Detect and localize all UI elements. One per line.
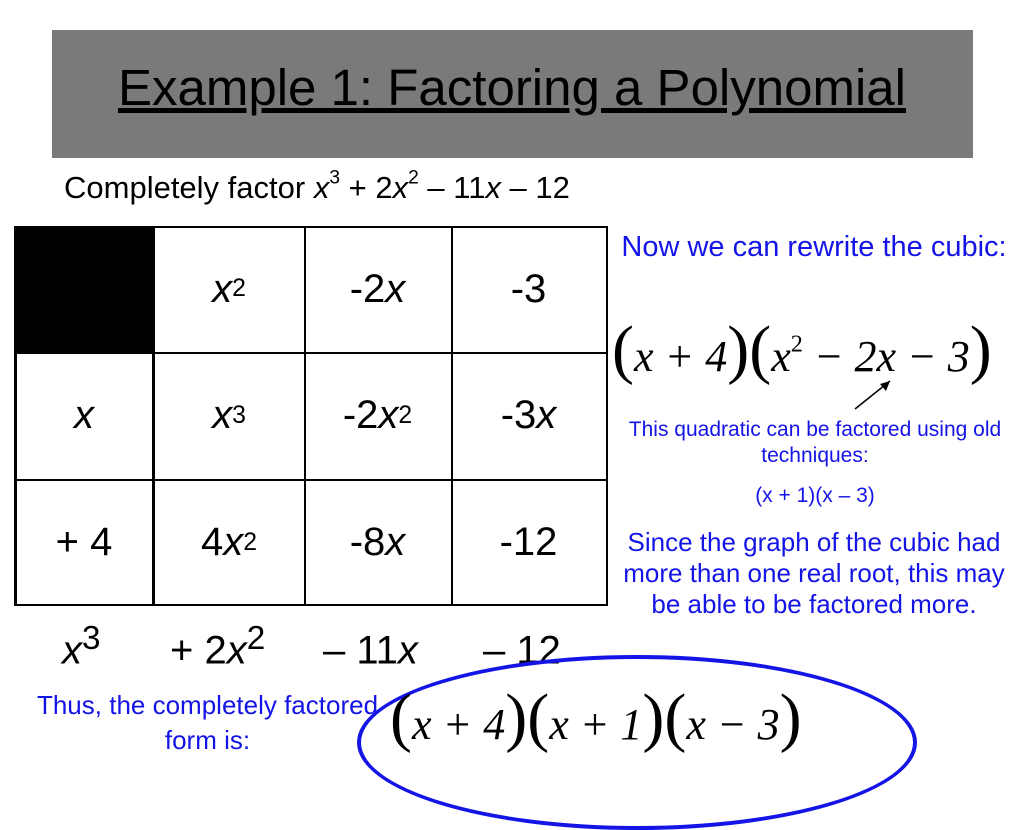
table-cell: -8 x [349,520,406,564]
box-method-table [14,226,608,606]
table-header-cell: -3 [510,266,547,311]
table-cell: x 3 [212,393,246,437]
problem-term2-exp: 2 [408,167,419,189]
table-cell: -2 x 2 [342,393,413,437]
problem-term1-var: x [313,170,330,205]
problem-term3: – 11 [418,170,486,205]
table-header-cell: x 2 [212,266,246,311]
arrow-icon [850,375,900,415]
table-cell: 4 x 2 [200,520,258,564]
problem-term4: – 12 [500,170,570,205]
sum-term: + $2x^2$ [170,620,266,673]
table-row-label: + 4 [55,520,113,564]
problem-term1-exp: 3 [329,167,341,189]
problem-prefix: Completely factor [64,170,314,205]
final-factored-expression: (x + 4)(x + 1)(x − 3) [390,681,802,754]
sum-term: $x^3$ [62,620,101,673]
slide-title: Example 1: Factoring a Polynomial [117,59,907,116]
table-cell: -3 x [500,393,557,437]
rewrite-text: Now we can rewrite the cubic: [621,231,1007,263]
table-cell: -12 [499,520,558,564]
quadratic-note: This quadratic can be factored using old techniques: [628,418,1002,467]
table-header-cell: -2 x [349,266,406,311]
table-corner-cell [14,226,154,352]
since-text: Since the graph of the cubic had more than one real root, this may be able to be factored more. [623,527,1005,619]
quadratic-factors: (x + 1)(x – 3) [755,484,875,507]
problem-term3-var: x [485,170,501,205]
table-line [606,226,608,606]
problem-term2-var: x [392,170,409,205]
problem-term2: + 2 [340,170,393,205]
cubic-factored-expression: $(x + 4)(x^2 - 2x - 3)$ [612,313,992,386]
sum-term: – 12 [483,628,561,673]
sum-term: – 11x [323,628,418,673]
thus-text: Thus, the completely factored form is: [36,690,379,755]
table-row-label: x [74,393,94,437]
problem-statement [64,167,570,206]
